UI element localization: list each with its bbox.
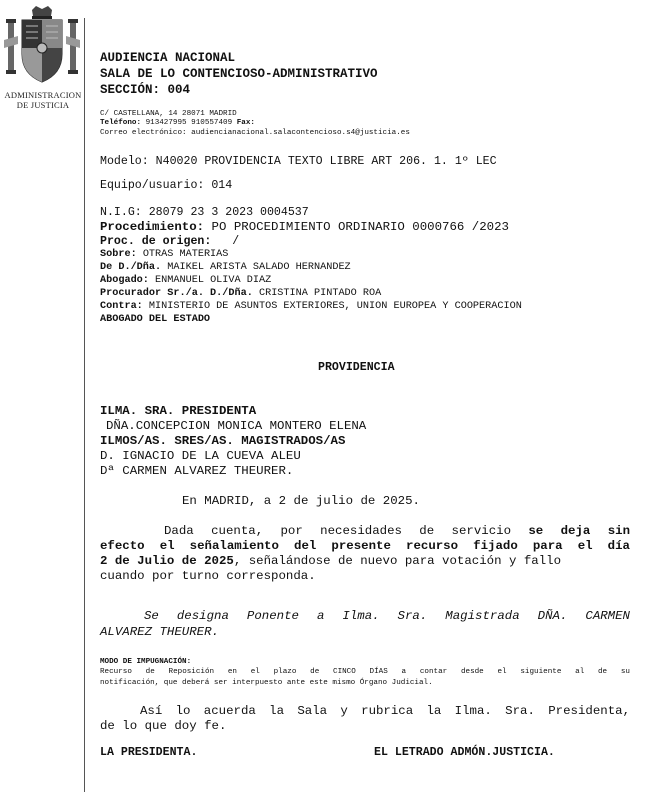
paragraph-1-line-1 (164, 524, 630, 538)
logo-caption-line1: ADMINISTRACION (4, 90, 82, 100)
magistrados-title: ILMOS/AS. SRES/AS. MAGISTRADOS/AS (100, 434, 346, 448)
chamber-name: SALA DE LO CONTENCIOSO-ADMINISTRATIVO (100, 67, 378, 81)
paragraph-1-line-3 (100, 554, 561, 568)
section-number: SECCIÓN: 004 (100, 83, 191, 97)
contra-label: Contra: (100, 301, 143, 312)
closing-line-1: Así lo acuerda la Sala y rubrica la Ilma. Sra. Presidenta, (140, 704, 630, 718)
contra-value: MINISTERIO DE ASUNTOS EXTERIORES, UNION EUROPEA Y COOPERACION (148, 301, 522, 312)
coat-of-arms-icon (2, 4, 82, 88)
email-value: audiencianacional.salacontencioso.s4@justicia.es (191, 129, 410, 137)
equipo-line: Equipo/usuario: 014 (100, 179, 233, 192)
sobre-line (100, 249, 228, 260)
fax-label: Fax: (236, 119, 255, 127)
modelo-line: Modelo: N40020 PROVIDENCIA TEXTO LIBRE ART 206. 1. 1º LEC (100, 155, 497, 168)
procurador-line (100, 288, 381, 299)
phone-value: 913427995 910557409 (145, 119, 233, 127)
origen-label: Proc. de origen: (100, 235, 212, 248)
procurador-label: Procurador Sr./a. D./Dña. (100, 288, 253, 299)
phone-line (100, 119, 255, 127)
modo-impugnacion-title: MODO DE IMPUGNACIÓN: (100, 658, 192, 666)
margin-divider (84, 18, 85, 792)
p1-l1-normal: Dada cuenta, por necesidades de servicio (164, 524, 512, 538)
p1-l3-normal: , señalándose de nuevo para votación y fallo (233, 554, 562, 568)
abogado-value: ENMANUEL OLIVA DIAZ (155, 275, 272, 286)
presidenta-title: ILMA. SRA. PRESIDENTA (100, 404, 257, 418)
abogado-label: Abogado: (100, 275, 149, 286)
phone-label: Teléfono: (100, 119, 142, 127)
procurador-value: CRISTINA PINTADO ROA (258, 288, 382, 299)
email-line (100, 129, 410, 137)
closing-line-2: de lo que doy fe. (100, 719, 227, 733)
document-title: PROVIDENCIA (318, 361, 395, 374)
procedimiento-line (100, 220, 509, 234)
abogado-line (100, 275, 271, 286)
magistrado-2: Dª CARMEN ALVAREZ THEURER. (100, 464, 294, 478)
de-label: De D./Dña. (100, 262, 162, 273)
procedimiento-label: Procedimiento: (100, 220, 205, 234)
presidenta-name: DÑA.CONCEPCION MONICA MONTERO ELENA (106, 419, 367, 433)
paragraph-1-line-2: efecto el señalamiento del presente recurso fijado para el día (100, 539, 630, 553)
modo-impugnacion-line-1: Recurso de Reposición en el plazo de CINCO DÍAS a contar desde el siguiente al de su (100, 668, 630, 676)
p1-l3-bold: 2 de Julio de 2025 (100, 554, 234, 568)
modo-impugnacion-line-2: notificación, que deberá ser interpuesto ante este mismo Órgano Judicial. (100, 679, 433, 687)
origen-value: / (232, 235, 240, 248)
date-line: En MADRID, a 2 de julio de 2025. (182, 494, 420, 508)
p1-l1-bold: se deja sin (528, 524, 630, 538)
origen-line (100, 235, 239, 248)
abogado-estado: ABOGADO DEL ESTADO (100, 314, 211, 325)
de-line (100, 262, 351, 273)
court-address: C/ CASTELLANA, 14 28071 MADRID (100, 110, 237, 118)
signature-presidenta: LA PRESIDENTA. (100, 746, 198, 759)
paragraph-1-line-4: cuando por turno corresponda. (100, 569, 316, 583)
nig-line: N.I.G: 28079 23 3 2023 0004537 (100, 206, 309, 219)
coat-of-arms-logo (2, 4, 82, 110)
sobre-label: Sobre: (100, 249, 137, 260)
paragraph-2-line-1: Se designa Ponente a Ilma. Sra. Magistrada DÑA. CARMEN (144, 609, 630, 623)
logo-caption-line2: DE JUSTICIA (16, 100, 70, 110)
procedimiento-value: PO PROCEDIMIENTO ORDINARIO 0000766 /2023 (211, 220, 509, 234)
contra-line (100, 301, 522, 312)
de-value: MAIKEL ARISTA SALADO HERNANDEZ (167, 262, 351, 273)
email-label: Correo electrónico: (100, 129, 187, 137)
magistrado-1: D. IGNACIO DE LA CUEVA ALEU (100, 449, 301, 463)
sobre-value: OTRAS MATERIAS (142, 249, 229, 260)
court-name: AUDIENCIA NACIONAL (100, 51, 236, 65)
signature-letrado: EL LETRADO ADMÓN.JUSTICIA. (374, 746, 555, 759)
paragraph-2-line-2: ALVAREZ THEURER. (100, 625, 219, 639)
